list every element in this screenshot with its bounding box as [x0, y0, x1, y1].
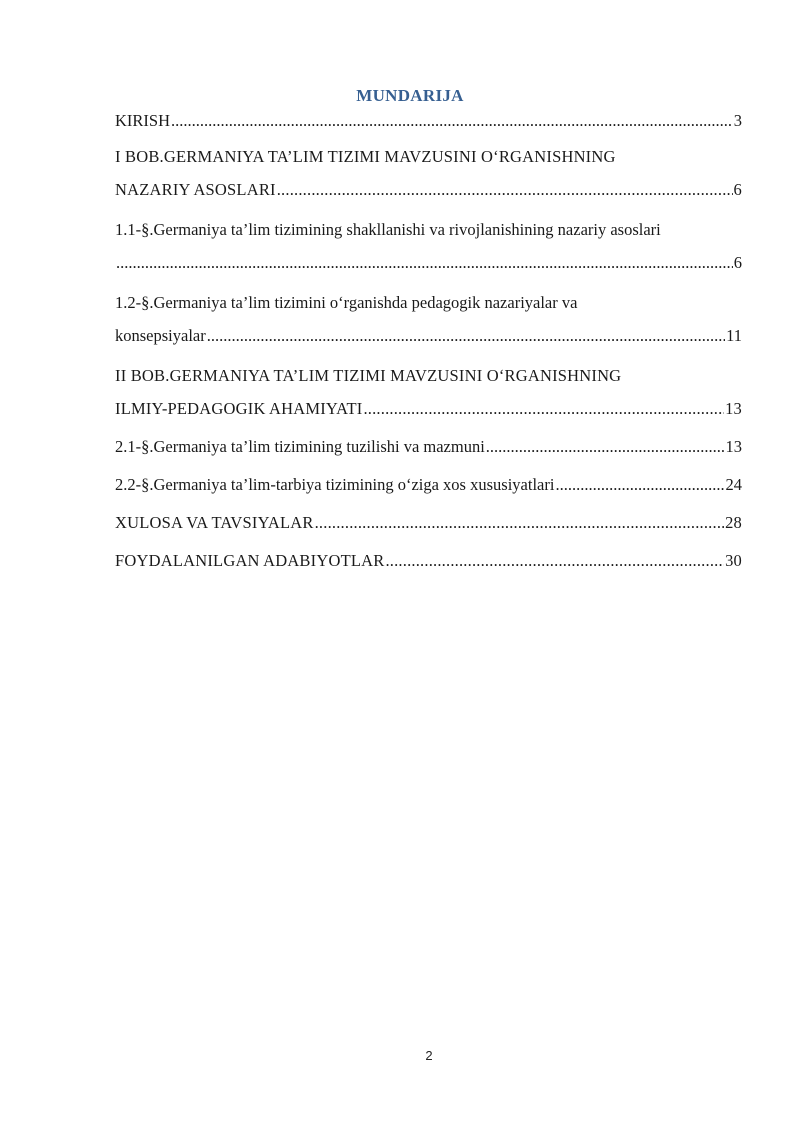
toc-entry-line1: I BOB.GERMANIYA TA’LIM TIZIMI MAVZUSINI O‘RGANISHNING [115, 147, 616, 166]
dot-leader [277, 176, 733, 204]
toc-entry-text: KIRISH [115, 111, 171, 130]
toc-title: MUNDARIJA [356, 86, 464, 105]
dot-leader [116, 249, 733, 277]
toc-entry-text: XULOSA VA TAVSIYALAR [115, 513, 314, 532]
toc-line [115, 471, 742, 499]
dot-leader [171, 107, 733, 135]
toc-entry-line1: 1.2-§.Germaniya ta’lim tizimini o‘rganishda pedagogik nazariyalar va [115, 293, 578, 312]
toc-entry-text: 2.1-§.Germaniya ta’lim tizimining tuzilishi va mazmuni [115, 437, 485, 456]
toc-page-number: 3 [733, 111, 742, 130]
toc-entry-line1: 1.1-§.Germaniya ta’lim tizimining shakllanishi va rivojlanishining nazariy asoslari [115, 220, 661, 239]
dot-leader [315, 509, 725, 537]
toc-page-number: 13 [725, 399, 742, 418]
toc-page-number: 6 [733, 253, 742, 272]
toc-entry-conclusion[interactable] [115, 509, 742, 537]
toc-line [115, 322, 742, 350]
toc-page-number: 30 [725, 551, 742, 570]
dot-leader [385, 547, 724, 575]
toc-entry-section-2-2[interactable] [115, 471, 742, 499]
toc-line [115, 547, 742, 575]
toc-entry-references[interactable] [115, 547, 742, 575]
toc-line [115, 395, 742, 423]
toc-page-number: 11 [726, 326, 742, 345]
toc-entry-section-1-2[interactable] [115, 289, 742, 350]
toc-entry-text: konsepsiyalar [115, 326, 206, 345]
toc-entry-text: 2.2-§.Germaniya ta’lim-tarbiya tizimining o‘ziga xos xususiyatlari [115, 475, 555, 494]
toc-entry-line1: II BOB.GERMANIYA TA’LIM TIZIMI MAVZUSINI O‘RGANISHNING [115, 366, 622, 385]
toc-line [115, 509, 742, 537]
toc-page-number: 6 [733, 180, 742, 199]
toc-page-number: 13 [725, 437, 742, 456]
toc-entry-chapter-2[interactable] [115, 362, 742, 423]
toc-page-number: 28 [725, 513, 742, 532]
dot-leader [207, 322, 725, 350]
toc-entry-section-1-1[interactable] [115, 216, 742, 277]
toc-page-number: 24 [725, 475, 742, 494]
toc-entry-chapter-1[interactable] [115, 143, 742, 204]
dot-leader [555, 471, 724, 499]
toc-entry-section-2-1[interactable] [115, 433, 742, 461]
toc-line [115, 433, 742, 461]
toc-entry-text: NAZARIY ASOSLARI [115, 180, 276, 199]
dot-leader [363, 395, 724, 423]
toc-line [115, 176, 742, 204]
table-of-contents [115, 107, 742, 585]
toc-line [115, 107, 742, 135]
toc-entry-text: FOYDALANILGAN ADABIYOTLAR [115, 551, 385, 570]
page-number: 2 [425, 1048, 433, 1063]
toc-entry-text: ILMIY-PEDAGOGIK AHAMIYATI [115, 399, 363, 418]
dot-leader [486, 433, 725, 461]
toc-entry-kirish[interactable] [115, 107, 742, 135]
toc-line [115, 249, 742, 277]
